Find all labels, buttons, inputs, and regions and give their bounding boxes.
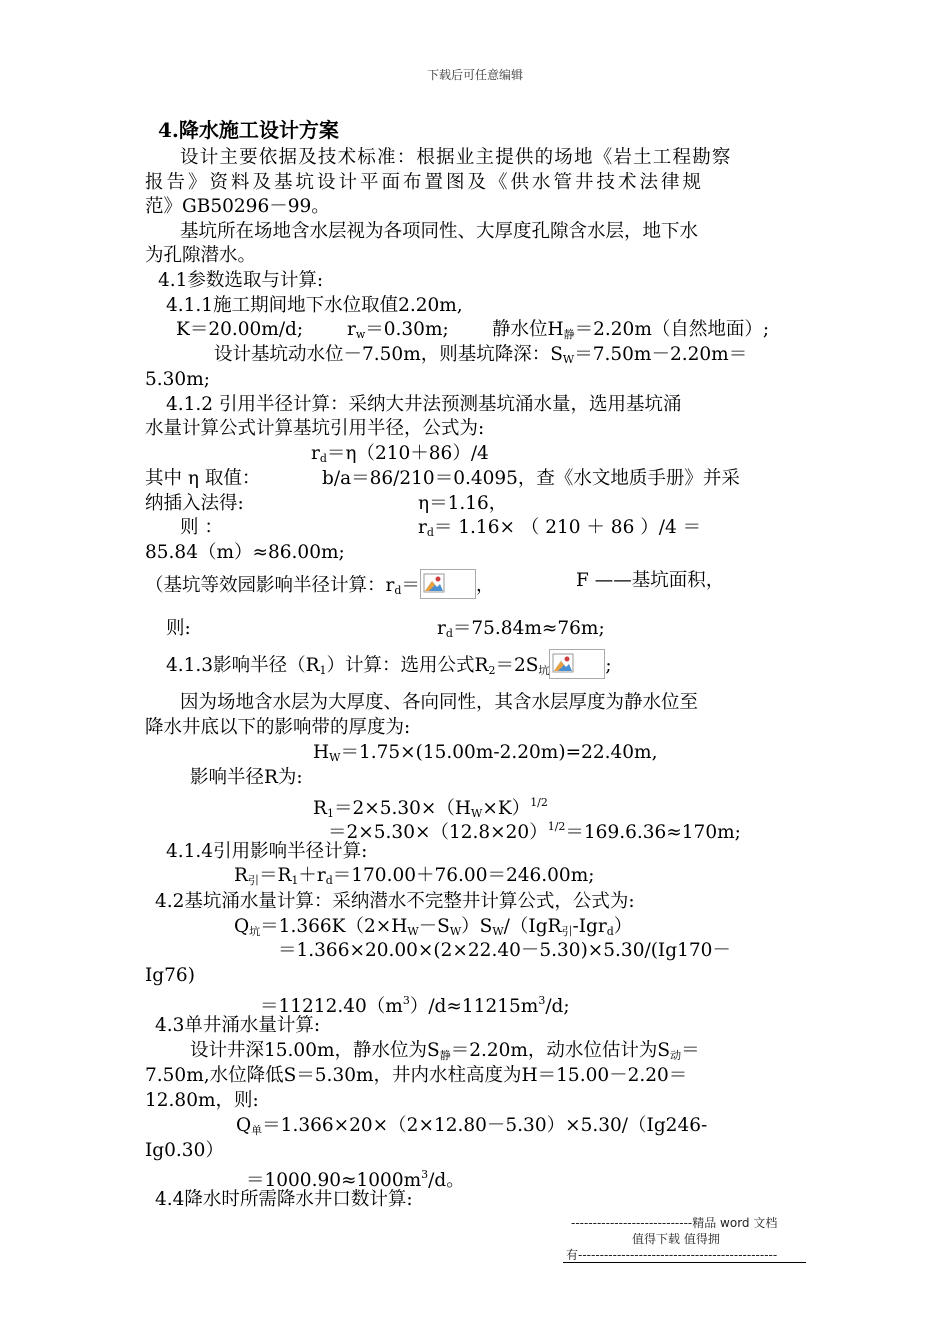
footer-line: 有---------------------------------------------- <box>566 1248 778 1262</box>
subsection-heading: 4.1.3影响半径$(R_1)$计算：选用公式$R_2=2S_坑$ ; <box>166 649 612 683</box>
subsection-heading: 4.1.1施工期间地下水位取值2.20m, <box>166 295 463 316</box>
param-static-level: 静水位$H_静=2.20m$（自然地面）; <box>492 319 770 341</box>
broken-image-icon <box>420 569 476 599</box>
paragraph-line: 影响半径R为: <box>190 767 303 788</box>
formula-line: $=11212.40(m^3)/d\approx 11215m^3/d$; <box>260 994 570 1017</box>
paragraph-line: 则 ： <box>180 517 223 538</box>
paragraph-line: 报告》资料及基坑设计平面布置图及《供水管井技术法律规 <box>145 172 705 193</box>
formula-line: 5.30m; <box>145 369 210 390</box>
param-k: K＝20.00m/d; <box>176 319 304 340</box>
formula-line: （基坑等效园影响半径计算：$r_d=$ ， <box>145 569 494 603</box>
formula-line: $r_d=\eta(210+86)/4$ <box>311 443 489 465</box>
footer-line: ----------------------------精品 word 文档 <box>571 1216 778 1230</box>
footer-line: 值得下载 值得拥 <box>632 1232 720 1246</box>
formula-line: 85.84（m）≈86.00m; <box>145 542 345 563</box>
formula-line: $r_d=75.84m\approx 76m$; <box>437 618 605 640</box>
formula-line: $R_1=2\times 5.30\times(H_W\times K)^{1/2}$ <box>313 796 548 820</box>
formula-line: $=2\times 5.30\times(12.8\times 20)^{1/2}=169.6.36\approx 170m$; <box>328 820 741 843</box>
footer-divider <box>563 1262 806 1263</box>
header-note: 下载后可任意编辑 <box>426 68 523 82</box>
paragraph-line: 基坑所在场地含水层视为各项同性、大厚度孔隙含水层，地下水 <box>180 221 699 242</box>
subsection-heading: 4.1.4引用影响半径计算: <box>166 841 368 862</box>
paragraph-line: 水量计算公式计算基坑引用半径，公式为: <box>145 418 485 439</box>
subsection-heading: 4.1参数选取与计算: <box>158 270 324 291</box>
formula-line: $r_d= 1.16\times$ （ 210 ＋ 86 ）/4 ＝ <box>418 517 702 539</box>
formula-line: η＝1.16， <box>418 493 508 514</box>
paragraph-line: 12.80m，则: <box>145 1090 259 1111</box>
formula-line: $R_引=R_1+r_d=170.00+76.00=246.00m$; <box>234 865 595 887</box>
formula-line: 设计基坑动水位－7.50m，则基坑降深：$S_W=7.50m-2.20m=$ <box>214 344 748 366</box>
subsection-heading: 4.2基坑涌水量计算：采纳潜水不完整井计算公式，公式为: <box>155 891 635 912</box>
section-title: 4.降水施工设计方案 <box>158 118 339 142</box>
formula-line: $=1000.90\approx 1000m^3/d$。 <box>246 1168 465 1191</box>
formula-line: Ig76) <box>145 965 195 986</box>
subsection-heading: 4.1.2 引用半径计算：采纳大井法预测基坑涌水量，选用基坑涌 <box>166 394 682 415</box>
broken-image-icon <box>549 649 605 679</box>
paragraph-line: 设计井深15.00m，静水位为$S_静=2.20m$，动水位估计为$S_动=$ <box>190 1040 700 1062</box>
paragraph-line: b/a＝86/210＝0.4095，查《水文地质手册》并采 <box>322 468 740 489</box>
formula-line: $Q_坑=1.366K(2\times H_W-S_W)S_W/(IgR_引-Igr_d)$ <box>234 916 633 938</box>
subsection-heading: 4.4降水时所需降水井口数计算: <box>155 1189 413 1210</box>
paragraph-line: 7.50m,水位降低S＝5.30m，井内水柱高度为H＝15.00－2.20＝ <box>145 1065 688 1086</box>
formula-line: ＝1.366×20.00×(2×22.40－5.30)×5.30/(Ig170－ <box>278 940 731 961</box>
paragraph-line: 纳插入法得: <box>145 493 244 514</box>
param-rw: $r_w=0.30m$; <box>347 319 449 341</box>
paragraph-line: F ——基坑面积， <box>576 570 725 591</box>
subsection-heading: 4.3单井涌水量计算: <box>155 1015 321 1036</box>
paragraph-line: 为孔隙潜水。 <box>145 245 257 266</box>
formula-line: $H_W=1.75\times(15.00m-2.20m)=22.40m$, <box>313 742 658 764</box>
paragraph-line: 范》GB50296－99。 <box>145 196 330 217</box>
paragraph-line: 设计主要依据及技术标准：根据业主提供的场地《岩土工程勘察 <box>180 147 732 168</box>
formula-line: Ig0.30） <box>145 1140 224 1161</box>
paragraph-line: 降水井底以下的影响带的厚度为: <box>145 717 411 738</box>
paragraph-line: 因为场地含水层为大厚度、各向同性，其含水层厚度为静水位至 <box>180 692 699 713</box>
paragraph-line: 其中 η 取值： <box>145 468 261 489</box>
formula-line: $Q_单=1.366\times 20\times(2\times 12.80-5.30)\times 5.30/(Ig246-$ <box>236 1115 708 1137</box>
paragraph-line: 则: <box>166 618 191 639</box>
